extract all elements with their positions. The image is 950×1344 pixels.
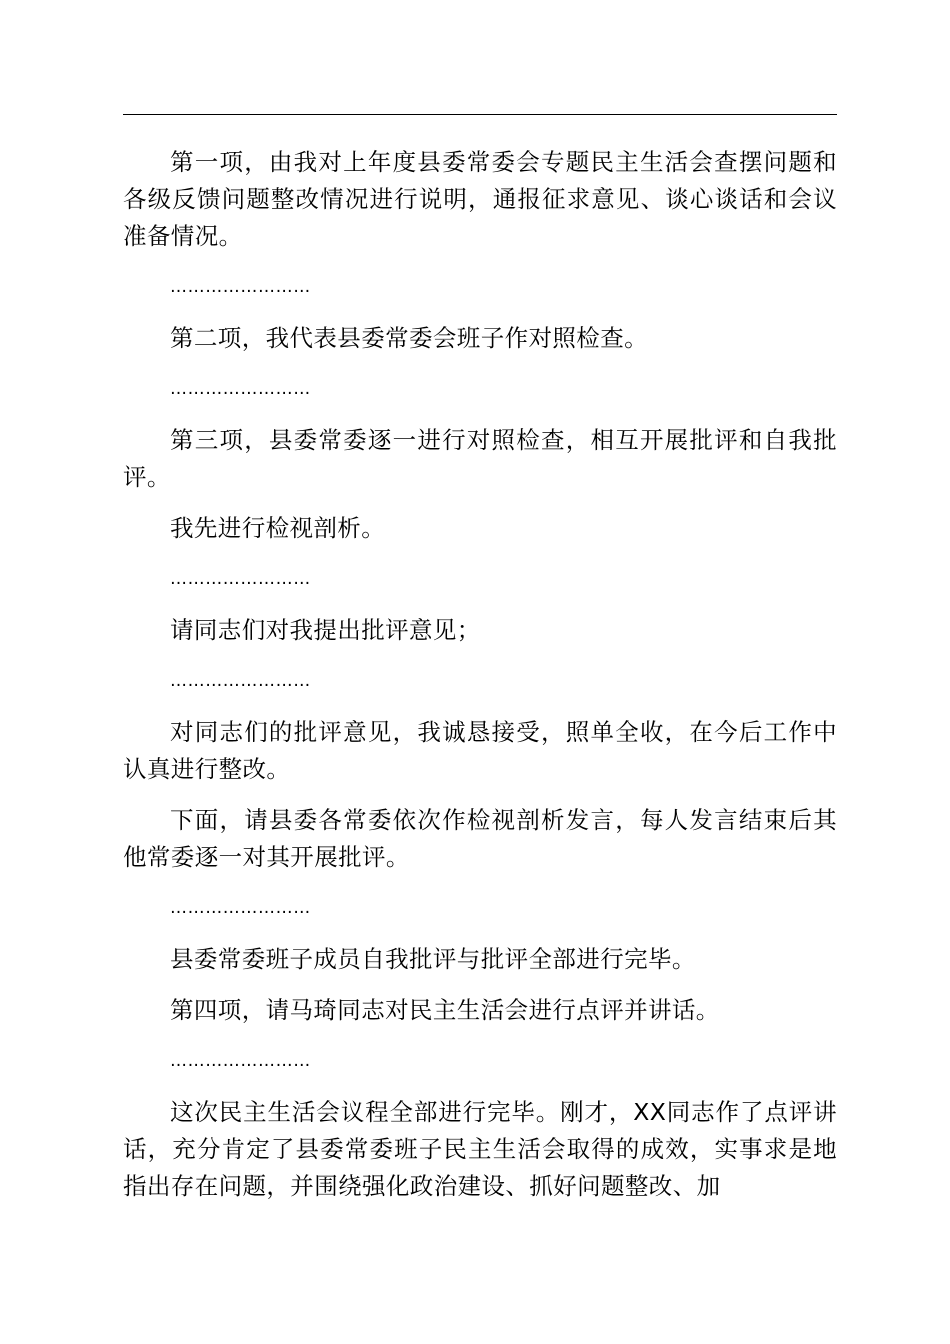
- paragraph-item-1: 第一项，由我对上年度县委常委会专题民主生活会查摆问题和各级反馈问题整改情况进行说明，通报征求意见、谈心谈话和会议准备情况。: [123, 148, 837, 250]
- ellipsis-separator: ……………………: [170, 898, 311, 918]
- document-body: [123, 144, 837, 1219]
- paragraph-item-2: 第二项，我代表县委常委会班子作对照检查。: [170, 324, 648, 352]
- paragraph-item-4: 第四项，请马琦同志对民主生活会进行点评并讲话。: [170, 996, 720, 1024]
- paragraph-item-3: 第三项，县委常委逐一进行对照检查，相互开展批评和自我批评。: [123, 426, 837, 491]
- ellipsis-separator: ……………………: [170, 277, 311, 297]
- paragraph-self-review: 我先进行检视剖析。: [170, 514, 386, 542]
- paragraph-closing: 这次民主生活会议程全部进行完毕。刚才，XX同志作了点评讲话，充分肯定了县委常委班子民主生活会取得的成效，实事求是地指出存在问题，并围绕强化政治建设、抓好问题整改、加: [123, 1098, 837, 1200]
- paragraph-accept-criticism: 对同志们的批评意见，我诚恳接受，照单全收，在今后工作中认真进行整改。: [123, 718, 837, 783]
- ellipsis-separator: ……………………: [170, 1051, 311, 1071]
- paragraph-request-criticism: 请同志们对我提出批评意见；: [170, 616, 481, 644]
- ellipsis-separator: ……………………: [170, 671, 311, 691]
- paragraph-members-speak: 下面，请县委各常委依次作检视剖析发言，每人发言结束后其他常委逐一对其开展批评。: [123, 806, 837, 871]
- ellipsis-separator: ……………………: [170, 569, 311, 589]
- header-rule: [123, 114, 837, 115]
- ellipsis-separator: ……………………: [170, 379, 311, 399]
- paragraph-criticism-complete: 县委常委班子成员自我批评与批评全部进行完毕。: [170, 945, 696, 973]
